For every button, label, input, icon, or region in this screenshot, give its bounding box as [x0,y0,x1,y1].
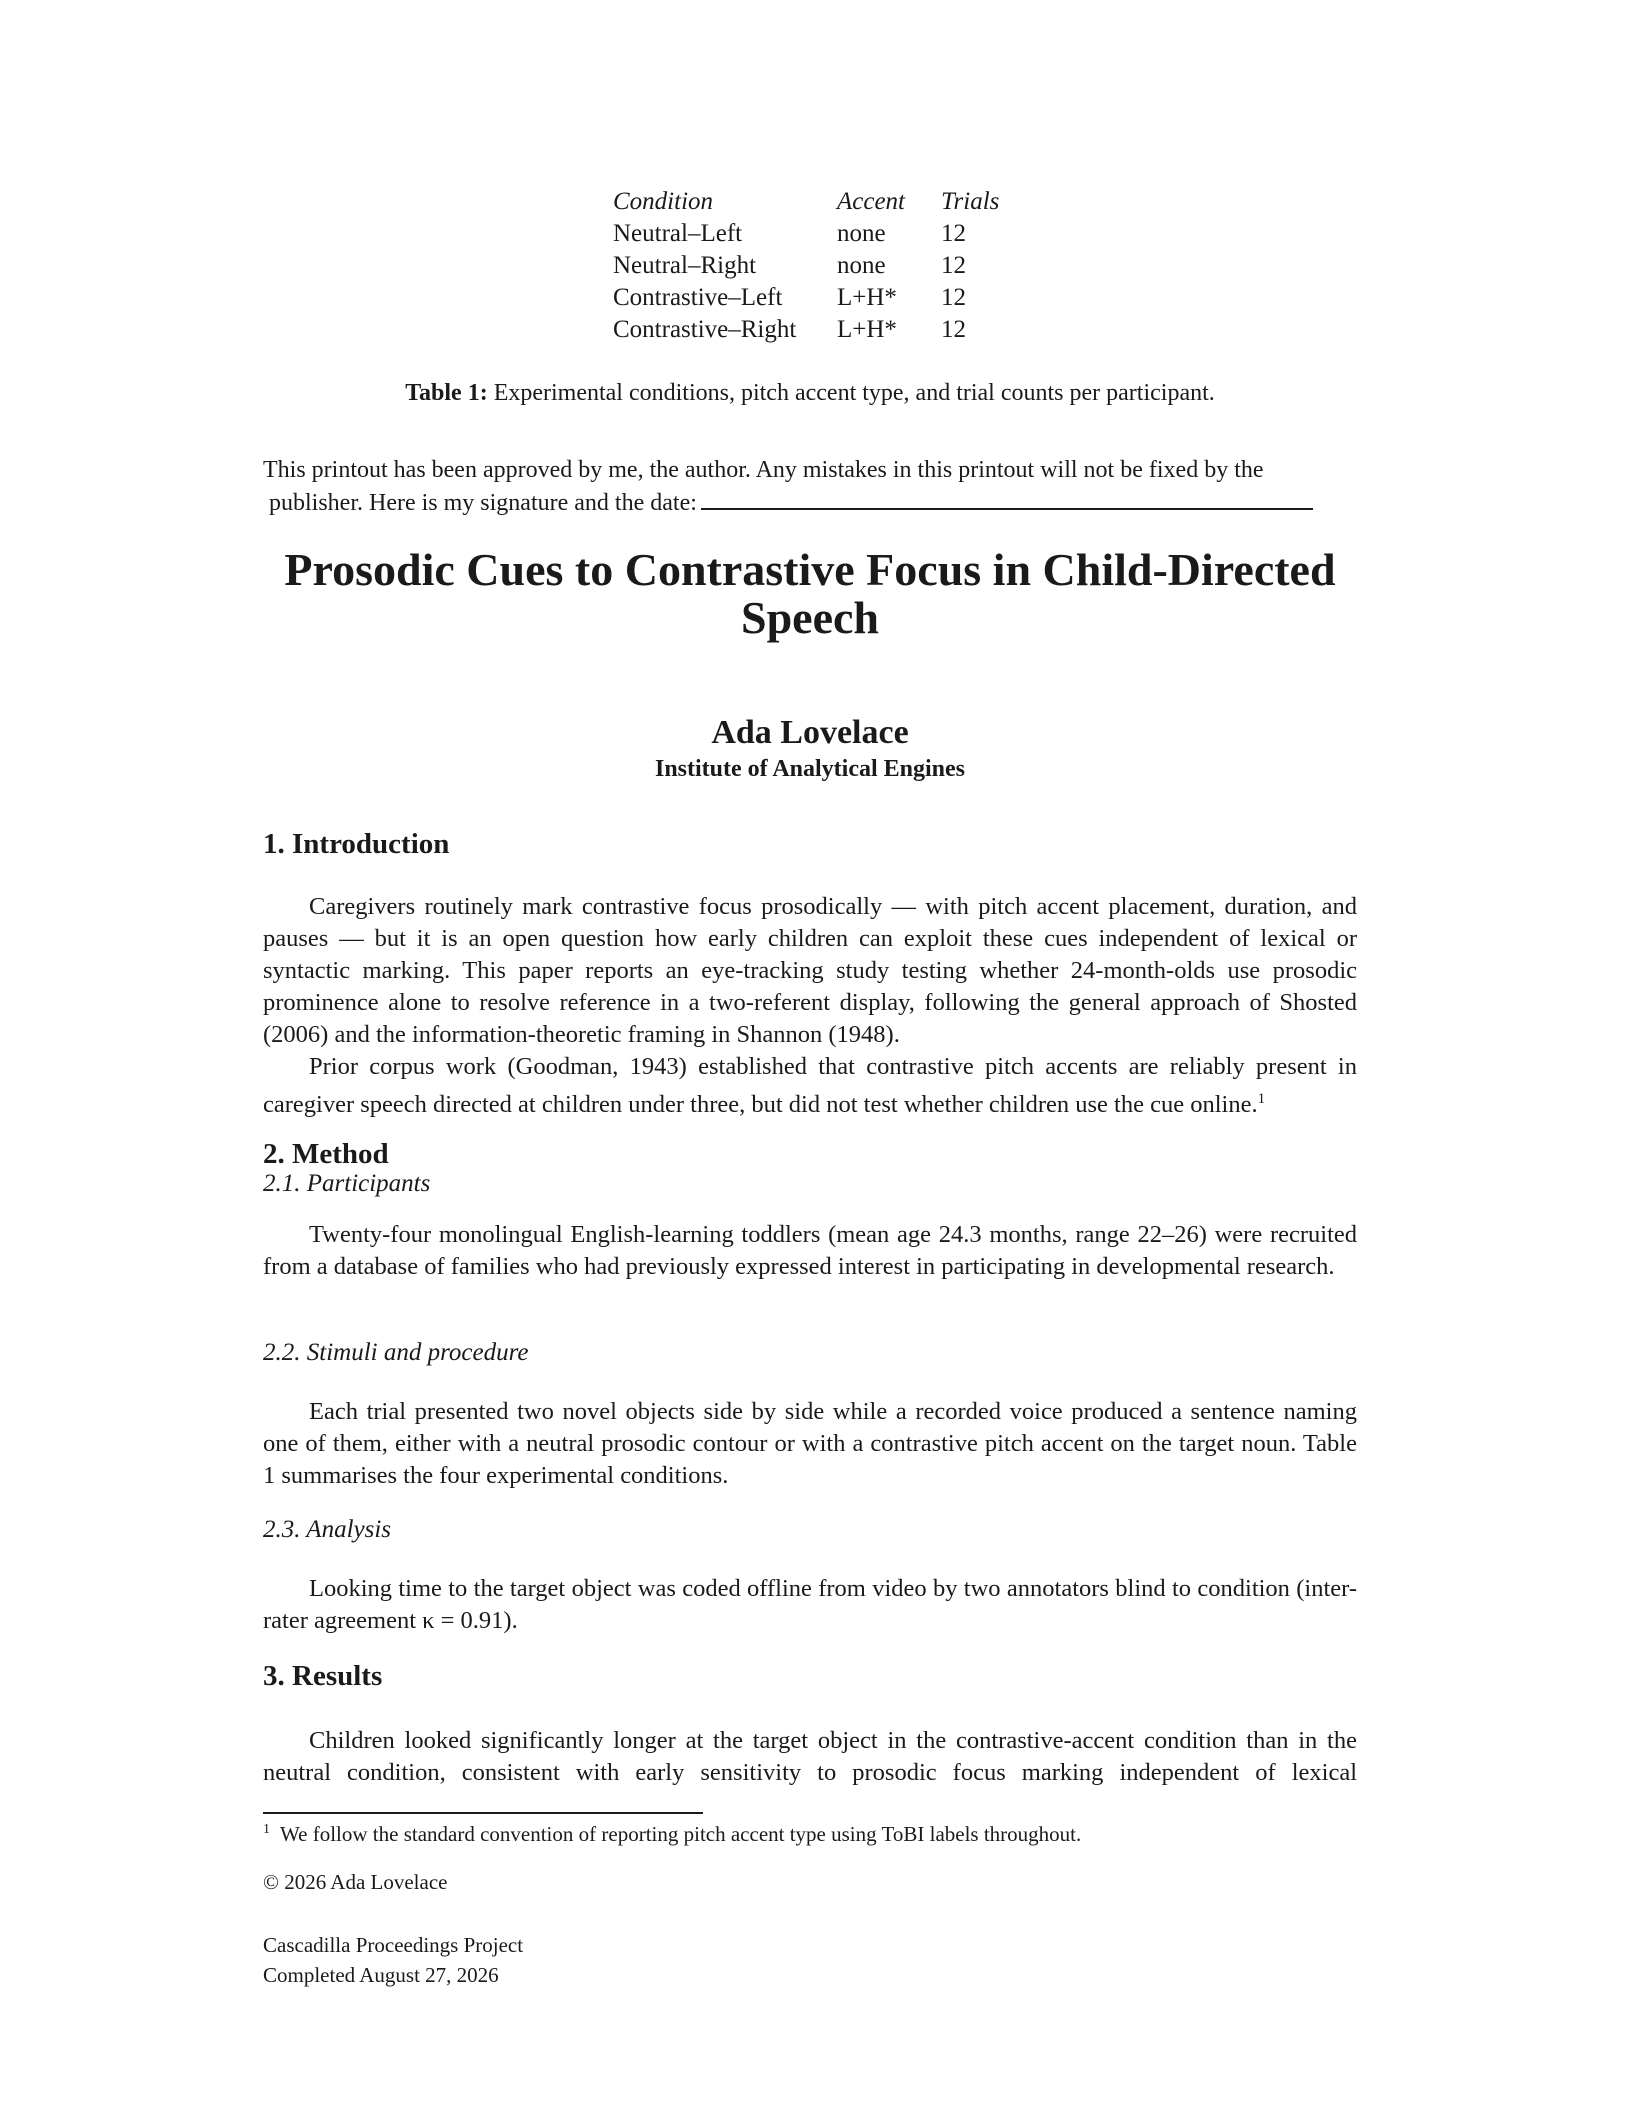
conditions-table [613,186,1001,346]
table-cell: Neutral–Left [613,220,743,247]
paragraph-text: Prior corpus work (Goodman, 1943) established that contrastive pitch accents are reliably present in caregiver speech directed at children under three, but did not test whether children use the cue online. [263,1053,1357,1119]
copyright-notice: © 2026 Ada Lovelace [263,1870,448,1894]
table-cell: 12 [941,220,966,247]
paper-title: Prosodic Cues to Contrastive Focus in Child-Directed Speech [284,544,1336,643]
paragraph: Each trial presented two novel objects side by side while a recorded voice produced a sentence naming one of them, either with a neutral prosodic contour or with a contrastive pitch accent on the target noun. Table 1 summarises the four experimental conditions. [263,1398,1357,1489]
completion-date: Completed August 27, 2026 [263,1963,499,1987]
author-affiliation: Institute of Analytical Engines [654,756,966,782]
participants-body [263,1219,1357,1283]
table-header-cell: Condition [613,188,714,215]
footnote-rule [263,1812,703,1814]
table-caption-label: Table 1: [405,380,488,406]
section-heading-introduction: 1. Introduction [263,828,450,860]
signature-line[interactable] [701,486,1313,510]
footnote [263,1822,1081,1847]
table-cell: none [837,220,886,247]
table-cell: L+H* [837,316,897,343]
stimuli-body [263,1396,1357,1492]
paragraph: Children looked significantly longer at the target object in the contrastive-accent condition than in the neutral condition, consistent with early sensitivity to prosodic focus marking independent of lexical [263,1727,1357,1786]
approval-line-2-text: publisher. Here is my signature and the date: [269,490,697,516]
approval-line-1: This printout has been approved by me, the author. Any mistakes in this printout will not be fixed by the [263,457,1264,483]
table-cell: Contrastive–Right [613,316,797,343]
introduction-body [263,891,1357,1121]
conditions-table-wrap [613,186,1001,346]
results-body [263,1725,1357,1789]
table-cell: 12 [941,316,966,343]
author-name: Ada Lovelace [711,714,909,751]
table-cell: 12 [941,252,966,279]
table-row [613,282,1001,314]
table-row [613,250,1001,282]
approval-statement [263,454,1357,519]
table-header-cell: Accent [837,188,906,215]
paragraph [263,1051,1357,1121]
table-row [613,314,1001,346]
footnote-text: We follow the standard convention of reporting pitch accent type using ToBI labels throughout. [280,1822,1082,1846]
subsection-heading-stimuli: 2.2. Stimuli and procedure [263,1339,529,1366]
table-caption [263,380,1357,407]
table-cell: Contrastive–Left [613,284,783,311]
analysis-body [263,1573,1357,1637]
subsection-heading-participants: 2.1. Participants [263,1170,431,1197]
section-heading-results: 3. Results [263,1660,383,1692]
table-cell: 12 [941,284,966,311]
footnote-marker: 1 [1257,1091,1266,1107]
table-cell: Neutral–Right [613,252,757,279]
subsection-heading-analysis: 2.3. Analysis [263,1516,392,1543]
table-cell: none [837,252,886,279]
section-heading-method: 2. Method [263,1138,389,1170]
table-header-row [613,186,1001,218]
table-row [613,218,1001,250]
footnote-number: 1 [263,1822,270,1837]
paragraph: Looking time to the target object was coded offline from video by two annotators blind to condition (inter-rater agreement κ = 0.91). [263,1575,1357,1634]
proceedings-project: Cascadilla Proceedings Project [263,1933,524,1957]
approval-line-2 [263,486,1357,519]
table-header-cell: Trials [941,188,1000,215]
paragraph: Twenty-four monolingual English-learning toddlers (mean age 24.3 months, range 22–26) were recruited from a database of families who had previously expressed interest in participating in developmental research. [263,1221,1357,1280]
table-cell: L+H* [837,284,897,311]
table-caption-text: Experimental conditions, pitch accent type, and trial counts per participant. [487,380,1215,406]
paragraph: Caregivers routinely mark contrastive focus prosodically — with pitch accent placement, duration, and pauses — but it is an open question how early children can exploit these cues independent of lexical or syntactic marking. This paper reports an eye-tracking study testing whether 24-month-olds use prosodic prominence alone to resolve reference in a two-referent display, following the general approach of Shosted (2006) and the information-theoretic framing in Shannon (1948). [263,893,1357,1048]
